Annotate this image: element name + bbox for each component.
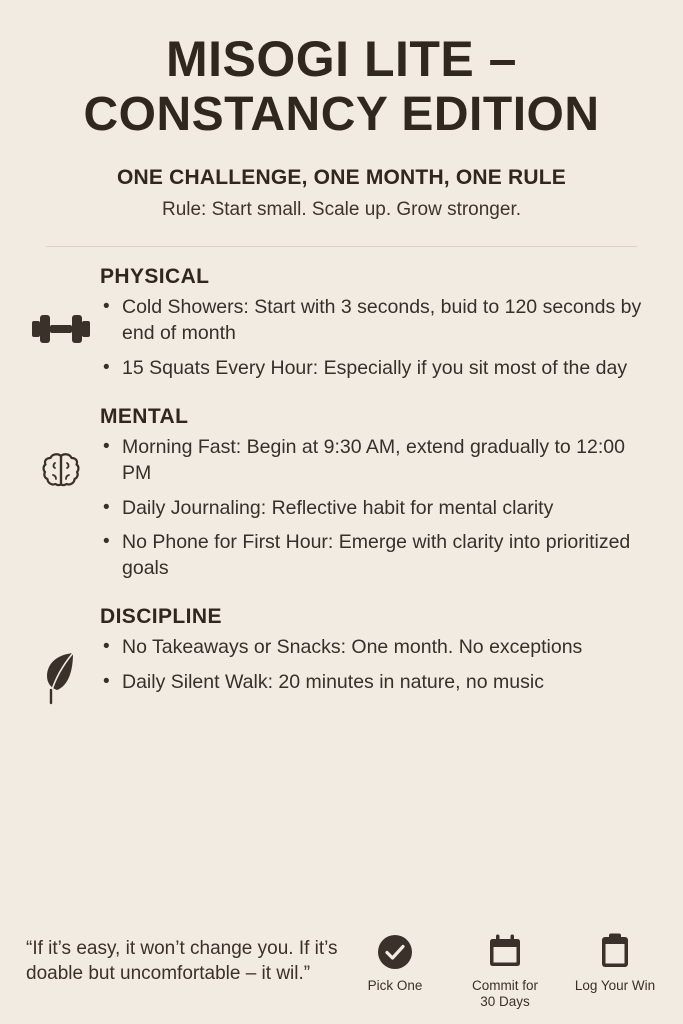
action-commit-30-days[interactable] (463, 930, 547, 1010)
action-pick-one[interactable] (353, 930, 437, 994)
section-heading: PHYSICAL (100, 264, 210, 288)
section-discipline-body (100, 605, 661, 705)
leaf-icon (22, 605, 100, 705)
section-physical (22, 265, 661, 391)
check-circle-icon (353, 930, 437, 974)
list-item: • No Phone for First Hour: Emerge with clarity into prioritized goals (100, 530, 655, 582)
footer-quote: “If it’s easy, it won’t change you. If it’s doable but uncomfortable – it wil.” (26, 937, 338, 985)
list-item: • No Takeaways or Snacks: One month. No exceptions (100, 635, 655, 661)
action-label: Pick One (367, 977, 423, 993)
poster-footer (0, 928, 683, 1010)
list-item: • Daily Silent Walk: 20 minutes in nature, no music (100, 670, 655, 696)
section-mental (22, 405, 661, 592)
action-label: Commit for 30 Days (471, 977, 538, 1009)
brain-icon (22, 405, 100, 495)
header-divider (46, 246, 637, 247)
list-item: • Daily Journaling: Reflective habit for mental clarity (100, 496, 655, 522)
footer-actions (353, 928, 657, 1010)
poster-subtitle: ONE CHALLENGE, ONE MONTH, ONE RULE (117, 165, 566, 189)
list-item: • Morning Fast: Begin at 9:30 AM, extend gradually to 12:00 PM (100, 435, 655, 487)
page-title-line-2: CONSTANCY EDITION (83, 88, 600, 141)
section-items (100, 635, 655, 696)
dumbbell-icon (22, 265, 100, 349)
poster-rule: Rule: Start small. Scale up. Grow stronger. (161, 198, 522, 220)
clipboard-icon (573, 930, 657, 974)
section-mental-body (100, 405, 661, 592)
section-heading: MENTAL (100, 404, 189, 428)
section-heading: DISCIPLINE (100, 605, 222, 629)
action-label: Log Your Win (574, 977, 656, 993)
list-item: • 15 Squats Every Hour: Especially if you sit most of the day (100, 356, 655, 382)
section-discipline (22, 605, 661, 705)
section-items (100, 295, 655, 382)
sections-list (0, 265, 683, 705)
calendar-icon (463, 930, 547, 974)
action-log-your-win[interactable] (573, 930, 657, 994)
section-items (100, 435, 655, 583)
section-physical-body (100, 265, 661, 391)
list-item: • Cold Showers: Start with 3 seconds, buid to 120 seconds by end of month (100, 295, 655, 347)
page-title-line-1: MISOGI LITE – (166, 31, 517, 87)
poster-header (0, 0, 683, 221)
